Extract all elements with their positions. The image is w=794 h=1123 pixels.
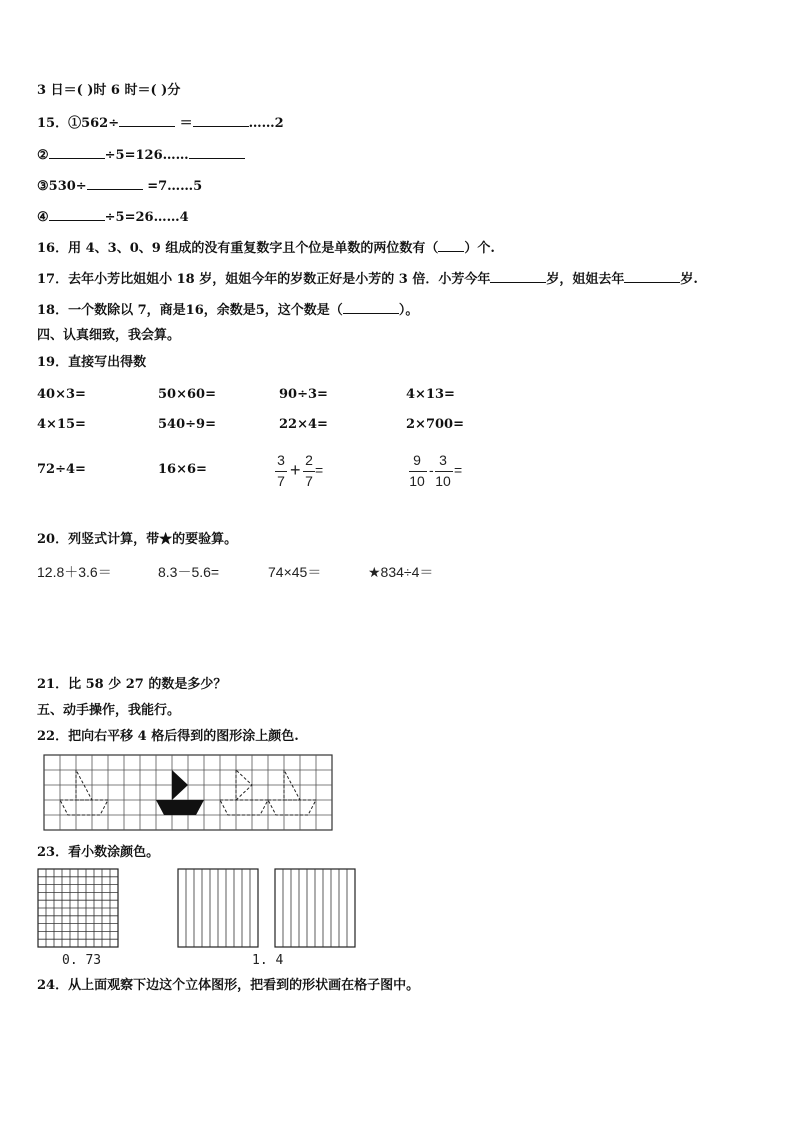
section-4-heading: 四、认真细致，我会算。	[37, 328, 181, 343]
q20-item: ★834÷4＝	[368, 564, 434, 580]
black-boat	[156, 770, 204, 815]
q19-item: 4×13=	[406, 387, 455, 402]
q20-heading: 20．列竖式计算，带★的要验算。	[37, 532, 238, 547]
fraction-numerator: 9	[413, 452, 421, 468]
dashed-boat-2[interactable]	[220, 770, 268, 815]
q15-part2	[37, 147, 245, 164]
hundredths-grid[interactable]	[37, 868, 119, 948]
q18-prefix: 18．一个数除以 7，商是16，余数是5，这个数是（	[37, 303, 343, 318]
q19-heading: 19．直接写出得数	[37, 355, 147, 370]
q15d-suffix: ÷5=26……4	[104, 210, 189, 225]
equals-sign: =	[454, 462, 463, 478]
q20-item: 12.8＋3.6＝	[37, 564, 112, 580]
q18-blank[interactable]	[343, 302, 399, 314]
section-5-heading: 五、动手操作，我能行。	[37, 703, 181, 718]
q22-heading: 22．把向右平移 4 格后得到的图形涂上颜色.	[37, 729, 299, 744]
fraction-bar	[303, 471, 315, 472]
fraction-numerator: 3	[439, 452, 447, 468]
q18	[37, 302, 418, 319]
line-time-conversion: 3 日＝( )时 6 时＝( )分	[37, 83, 181, 98]
fraction-numerator: 3	[277, 452, 285, 468]
q15b-blank2[interactable]	[189, 147, 245, 159]
q17-middle: 岁，姐姐去年	[546, 272, 625, 287]
fraction-bar	[275, 471, 287, 472]
dashed-boat-3[interactable]	[268, 770, 316, 815]
q19-item: 72÷4=	[37, 462, 86, 477]
fraction-denominator: 10	[409, 473, 425, 489]
decimal-label-073: 0. 73	[62, 953, 102, 968]
q15c-prefix: ③530÷	[37, 179, 87, 194]
dashed-boat-1[interactable]	[60, 770, 108, 815]
q15a-prefix: 15．①562÷	[37, 116, 120, 131]
q15b-prefix: ②	[37, 148, 49, 163]
fraction-numerator: 2	[305, 452, 313, 468]
grid-lines	[44, 755, 332, 830]
tenths-strip-2[interactable]	[274, 868, 356, 948]
q15a-blank2[interactable]	[193, 115, 249, 127]
plus-sign: +	[290, 460, 301, 480]
q18-suffix: ）。	[398, 303, 419, 318]
tenths-strip-1[interactable]	[177, 868, 259, 948]
q20-item: 8.3－5.6=	[158, 564, 220, 580]
equals-sign: =	[315, 462, 324, 478]
q15-part1	[37, 115, 284, 132]
q20-item: 74×45＝	[268, 564, 322, 580]
minus-sign: -	[429, 462, 434, 478]
q17-suffix: 岁.	[680, 272, 698, 287]
q16	[37, 240, 495, 257]
translation-grid	[43, 754, 335, 832]
q19-item: 540÷9=	[158, 417, 216, 432]
q15d-blank[interactable]	[49, 209, 105, 221]
q17-blank2[interactable]	[624, 271, 680, 283]
q15a-blank1[interactable]	[119, 115, 175, 127]
fraction-denominator: 7	[277, 473, 285, 489]
decimal-label-14: 1. 4	[252, 953, 284, 968]
q24-heading: 24．从上面观察下边这个立体图形，把看到的形状画在格子图中。	[37, 978, 420, 993]
q17-blank1[interactable]	[490, 271, 546, 283]
q16-prefix: 16．用 4、3、0、9 组成的没有重复数字且个位是单数的两位数有（	[37, 241, 439, 256]
q17	[37, 271, 698, 288]
q19-item: 40×3=	[37, 387, 86, 402]
fraction-denominator: 10	[435, 473, 451, 489]
q15d-prefix: ④	[37, 210, 49, 225]
q16-blank[interactable]	[438, 240, 464, 252]
q15-part3	[37, 178, 202, 195]
q15a-suffix: ……2	[248, 116, 284, 131]
q17-prefix: 17．去年小芳比姐姐小 18 岁，姐姐今年的岁数正好是小芳的 3 倍．小芳今年	[37, 272, 491, 287]
q19-item: 50×60=	[158, 387, 216, 402]
fraction-bar	[435, 471, 453, 472]
fraction-expression-1	[272, 452, 332, 492]
q19-item: 4×15=	[37, 417, 86, 432]
q23-heading: 23．看小数涂颜色。	[37, 845, 160, 860]
q19-item: 16×6=	[158, 462, 207, 477]
fraction-denominator: 7	[305, 473, 313, 489]
q19-item: 2×700=	[406, 417, 464, 432]
q15-part4	[37, 209, 189, 226]
q19-item: 22×4=	[279, 417, 328, 432]
q16-suffix: ）个.	[464, 241, 495, 256]
q15a-equals: ＝	[179, 116, 193, 131]
q15c-blank[interactable]	[87, 178, 143, 190]
fraction-expression-2	[408, 452, 478, 492]
q15b-suffix: ÷5=126……	[104, 148, 189, 163]
q21: 21．比 58 少 27 的数是多少？	[37, 677, 227, 692]
q15b-blank1[interactable]	[49, 147, 105, 159]
fraction-bar	[409, 471, 427, 472]
q15c-suffix: =7……5	[147, 179, 203, 194]
q19-item: 90÷3=	[279, 387, 328, 402]
